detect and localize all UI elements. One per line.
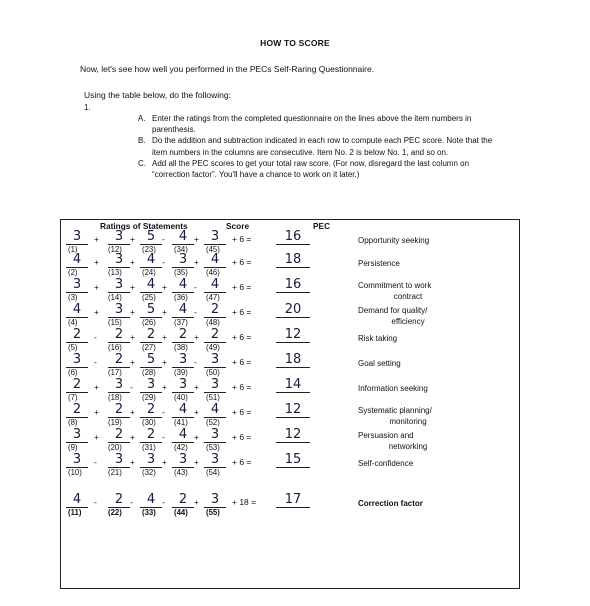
rating-value[interactable]: 3 [172,253,194,268]
rating-value[interactable]: 3 [204,428,226,443]
rating-value[interactable]: 4 [172,428,194,443]
rating-value[interactable]: 3 [108,230,130,245]
item-number: (36) [174,293,188,302]
pec-label [358,333,397,344]
rating-value[interactable]: 3 [172,453,194,468]
pec-label-line: efficiency [391,317,425,326]
instruction-c [138,158,498,180]
item-number: (51) [206,393,220,402]
pec-label-line: Persuasion and [358,431,414,440]
rating-value[interactable]: 4 [204,278,226,293]
item-number: (20) [108,443,122,452]
operator: + [162,382,167,392]
operator: - [162,407,165,417]
operator: + [94,407,99,417]
page-title: HOW TO SCORE [260,38,330,48]
operator: + [130,332,135,342]
item-number: (19) [108,418,122,427]
instruction-letter: A. [138,114,146,123]
pec-label [358,458,413,469]
item-number: (9) [68,443,78,452]
item-number: (31) [142,443,156,452]
item-number: (49) [206,343,220,352]
pec-label-line: Risk taking [358,334,398,343]
item-number: (50) [206,368,220,377]
item-number: (10) [68,468,82,477]
pec-label [358,430,458,452]
item-number: (47) [206,293,220,302]
pec-row [62,377,512,404]
step-1-number: 1. [84,103,91,112]
operator: + [194,234,199,244]
rating-value[interactable]: 3 [108,278,130,293]
pec-score[interactable]: 12 [276,427,310,443]
rating-value[interactable]: 2 [108,428,130,443]
item-number: (37) [174,318,188,327]
score-formula: + 6 = [232,257,252,267]
item-number: (41) [174,418,188,427]
operator: - [162,234,165,244]
instruction-a [138,113,498,135]
item-number: (6) [68,368,78,377]
rating-value[interactable]: 3 [108,303,130,318]
instruction-letter: C. [138,158,146,168]
operator: - [130,497,133,507]
pec-row [62,452,512,479]
operator: - [194,357,197,367]
item-number: (11) [68,508,82,517]
operator: - [130,382,133,392]
score-formula: + 6 = [232,357,252,367]
rating-value[interactable]: 5 [140,353,162,368]
pec-label-line: Systematic planning/ [358,406,432,415]
operator: + [162,457,167,467]
rating-value[interactable]: 4 [172,403,194,418]
operator: + [94,282,99,292]
operator: + [94,234,99,244]
operator: - [94,457,97,467]
pec-label-line: Information seeking [358,384,428,393]
correction-factor-row [62,492,512,519]
pec-label [358,498,423,509]
operator: + [162,282,167,292]
pec-label [358,358,401,369]
rating-value[interactable]: 3 [204,453,226,468]
pec-label-line: Demand for quality/ [358,306,428,315]
rating-value[interactable]: 4 [172,278,194,293]
pec-score[interactable]: 20 [276,302,310,318]
rating-value[interactable]: 3 [172,353,194,368]
rating-value[interactable]: 2 [66,328,88,343]
rating-value[interactable]: 3 [140,453,162,468]
rating-value[interactable]: 2 [66,403,88,418]
item-number: (1) [68,245,78,254]
operator: + [130,432,135,442]
pec-label-line: Opportunity seeking [358,236,430,245]
operator: + [94,432,99,442]
operator: + [162,332,167,342]
item-number: (30) [142,418,156,427]
operator: + [162,307,167,317]
operator: + [194,432,199,442]
header-score: Score [226,221,250,231]
item-number: (28) [142,368,156,377]
intro-text: Now, let's see how well you performed in the PECs Self-Raring Questionnaire. [80,64,375,74]
pec-row [62,327,512,354]
pec-label-line: Commitment to work [358,281,432,290]
operator: + [130,357,135,367]
operator: - [162,257,165,267]
rating-value[interactable]: 2 [204,303,226,318]
pec-label [358,383,428,394]
item-number: (15) [108,318,122,327]
rating-value[interactable]: 3 [66,278,88,293]
rating-value[interactable]: 2 [108,328,130,343]
score-formula: + 6 = [232,407,252,417]
rating-value[interactable]: 3 [108,378,130,393]
operator: - [194,282,197,292]
instruction-list [138,113,498,180]
rating-value[interactable]: 4 [204,253,226,268]
operator: + [130,257,135,267]
step-1 [84,90,231,112]
pec-row [62,252,512,279]
pec-score[interactable]: 12 [276,402,310,418]
rating-value[interactable]: 3 [66,353,88,368]
rating-value[interactable]: 4 [66,303,88,318]
item-number: (40) [174,393,188,402]
item-number: (55) [206,508,220,517]
pec-label [358,258,400,269]
pec-row [62,302,512,329]
score-formula: + 6 = [232,432,252,442]
operator: - [194,307,197,317]
rating-value[interactable]: 3 [204,493,226,508]
instruction-b [138,135,498,157]
rating-value[interactable]: 4 [140,278,162,293]
operator: + [130,282,135,292]
item-number: (14) [108,293,122,302]
rating-value[interactable]: 3 [140,378,162,393]
item-number: (32) [142,468,156,477]
item-number: (38) [174,343,188,352]
score-formula: + 6 = [232,332,252,342]
pec-score[interactable]: 16 [276,229,310,245]
item-number: (16) [108,343,122,352]
item-number: (4) [68,318,78,327]
item-number: (17) [108,368,122,377]
item-number: (2) [68,268,78,277]
item-number: (33) [142,508,156,517]
item-number: (39) [174,368,188,377]
rating-value[interactable]: 3 [204,230,226,245]
operator: + [194,457,199,467]
pec-label [358,235,429,246]
rating-value[interactable]: 4 [172,230,194,245]
operator: - [94,332,97,342]
operator: + [194,497,199,507]
item-number: (34) [174,245,188,254]
rating-value[interactable]: 2 [140,328,162,343]
rating-value[interactable]: 3 [108,253,130,268]
item-number: (27) [142,343,156,352]
rating-value[interactable]: 2 [108,353,130,368]
pec-label-line: Persistence [358,259,400,268]
item-number: (3) [68,293,78,302]
pec-row [62,352,512,379]
instruction-letter: B. [138,136,146,146]
item-number: (35) [174,268,188,277]
operator: + [130,407,135,417]
rating-value[interactable]: 3 [108,453,130,468]
operator: + [94,382,99,392]
item-number: (43) [174,468,188,477]
item-number: (8) [68,418,78,427]
operator: + [194,382,199,392]
item-number: (22) [108,508,122,517]
pec-score[interactable]: 18 [276,252,310,268]
pec-label-line: contract [393,292,423,301]
item-number: (48) [206,318,220,327]
item-number: (52) [206,418,220,427]
operator: + [94,307,99,317]
pec-score[interactable]: 14 [276,377,310,393]
rating-value[interactable]: 4 [66,493,88,508]
operator: + [194,257,199,267]
item-number: (12) [108,245,122,254]
score-formula: + 6 = [232,282,252,292]
operator: + [194,332,199,342]
pec-row [62,277,512,304]
rating-value[interactable]: 3 [66,428,88,443]
rating-value[interactable]: 4 [140,253,162,268]
operator: + [130,234,135,244]
rating-value[interactable]: 3 [66,230,88,245]
item-number: (53) [206,443,220,452]
pec-score[interactable]: 16 [276,277,310,293]
pec-label [358,305,458,327]
item-number: (46) [206,268,220,277]
pec-score[interactable]: 18 [276,352,310,368]
item-number: (24) [142,268,156,277]
item-number: (26) [142,318,156,327]
rating-value[interactable]: 3 [66,453,88,468]
rating-value[interactable]: 5 [140,230,162,245]
item-number: (5) [68,343,78,352]
item-number: (45) [206,245,220,254]
item-number: (42) [174,443,188,452]
item-number: (7) [68,393,78,402]
rating-value[interactable]: 2 [108,493,130,508]
score-formula: + 6 = [232,234,252,244]
rating-value[interactable]: 2 [66,378,88,393]
item-number: (25) [142,293,156,302]
score-formula: + 6 = [232,307,252,317]
item-number: (54) [206,468,220,477]
rating-value[interactable]: 2 [140,428,162,443]
rating-value[interactable]: 4 [66,253,88,268]
pec-row [62,427,512,454]
item-number: (21) [108,468,122,477]
rating-value[interactable]: 4 [140,493,162,508]
operator: + [94,257,99,267]
operator: - [94,357,97,367]
operator: + [130,457,135,467]
rating-value[interactable]: 2 [172,328,194,343]
pec-score[interactable]: 17 [276,492,310,508]
score-formula: + 6 = [232,382,252,392]
operator: + [162,357,167,367]
rating-value[interactable]: 4 [172,303,194,318]
pec-score[interactable]: 12 [276,327,310,343]
operator: + [194,407,199,417]
pec-label [358,280,458,302]
pec-label-line: monitoring [389,417,427,426]
operator: - [162,432,165,442]
rating-value[interactable]: 3 [204,378,226,393]
pec-label [358,405,458,427]
rating-value[interactable]: 3 [204,353,226,368]
item-number: (13) [108,268,122,277]
rating-value[interactable]: 2 [204,328,226,343]
pec-label-line: networking [388,442,428,451]
rating-value[interactable]: 3 [172,378,194,393]
score-formula: + 6 = [232,457,252,467]
operator: - [94,497,97,507]
operator: - [162,497,165,507]
pec-row [62,402,512,429]
rating-value[interactable]: 5 [140,303,162,318]
header-pec: PEC [313,221,331,231]
item-number: (44) [174,508,188,517]
instruction-text: Enter the ratings from the completed questionnaire on the lines above the item numbers in parenthesis. [152,114,472,135]
pec-score[interactable]: 15 [276,452,310,468]
item-number: (29) [142,393,156,402]
pec-label-line: Self-confidence [358,459,414,468]
rating-value[interactable]: 2 [172,493,194,508]
header-ratings: Ratings of Statements [100,221,188,231]
rating-value[interactable]: 2 [108,403,130,418]
score-formula: + 18 = [232,497,257,507]
pec-label-line: Correction factor [358,499,423,508]
item-number: (18) [108,393,122,402]
instruction-text: Add all the PEC scores to get your total raw score. (For now, disregard the last column on “correction factor”. You'll have a chance to work on it later.) [152,158,470,180]
rating-value[interactable]: 2 [140,403,162,418]
item-number: (23) [142,245,156,254]
step-1-text: Using the table below, do the following: [84,90,231,100]
instruction-text: Do the addition and subtraction indicated in each row to compute each PEC score. Note that the item numbers in the columns are consecutive. Item No. 2 is below No. 1, and so on. [152,136,493,157]
rating-value[interactable]: 4 [204,403,226,418]
pec-label-line: Goal setting [358,359,401,368]
operator: + [130,307,135,317]
